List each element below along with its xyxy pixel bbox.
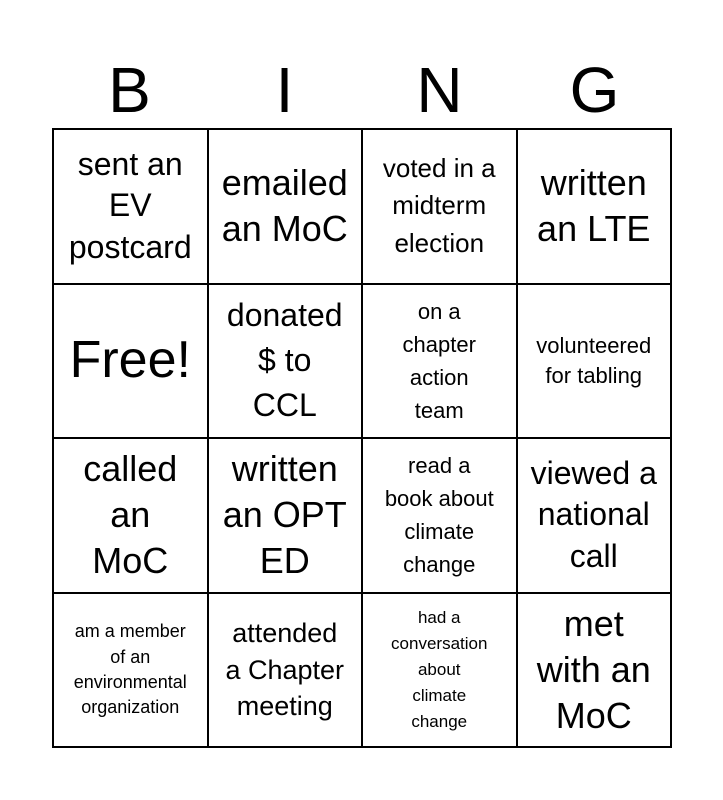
cell-text: attended a Chapter meeting (225, 618, 345, 721)
bingo-cell (517, 593, 672, 748)
cell-text: am a member of an environmental organization (73, 621, 187, 717)
cell-text: read a book about climate change (384, 453, 494, 578)
header-letter-g: G (569, 54, 620, 126)
bingo-cell (362, 284, 517, 439)
cell-text: had a conversation about climate change (391, 607, 488, 731)
cell-text: written an LTE (537, 162, 651, 250)
cell-text: volunteered for tabling (536, 333, 652, 388)
bingo-cell (53, 438, 208, 593)
bingo-cell (208, 129, 363, 284)
bingo-cell (208, 593, 363, 748)
header-letter-b: B (108, 54, 151, 126)
cell-text: voted in a midterm election (382, 152, 496, 259)
cell-text: donated $ to CCL (226, 296, 343, 424)
bingo-card-grid (52, 128, 672, 748)
header-letter-n: N (416, 54, 463, 126)
bingo-cell (53, 129, 208, 284)
bingo-cell (53, 593, 208, 748)
cell-text: sent an EV postcard (68, 145, 192, 266)
header-letter-i: I (275, 54, 294, 126)
bingo-cell (362, 593, 517, 748)
bingo-cell (517, 284, 672, 439)
cell-text: viewed a national call (530, 454, 657, 575)
bingo-cell (362, 438, 517, 593)
cell-text: called an MoC (83, 448, 178, 582)
bingo-header (52, 55, 672, 125)
cell-text: written an OPT ED (222, 448, 347, 582)
cell-text: Free! (69, 330, 191, 389)
cell-text: on a chapter action team (402, 298, 476, 423)
bingo-cell (208, 438, 363, 593)
bingo-cell-free (53, 284, 208, 439)
bingo-cell (517, 129, 672, 284)
cell-text: met with an MoC (536, 602, 651, 736)
bingo-cell (208, 284, 363, 439)
bingo-cell (517, 438, 672, 593)
bingo-cell (362, 129, 517, 284)
cell-text: emailed an MoC (221, 162, 348, 250)
